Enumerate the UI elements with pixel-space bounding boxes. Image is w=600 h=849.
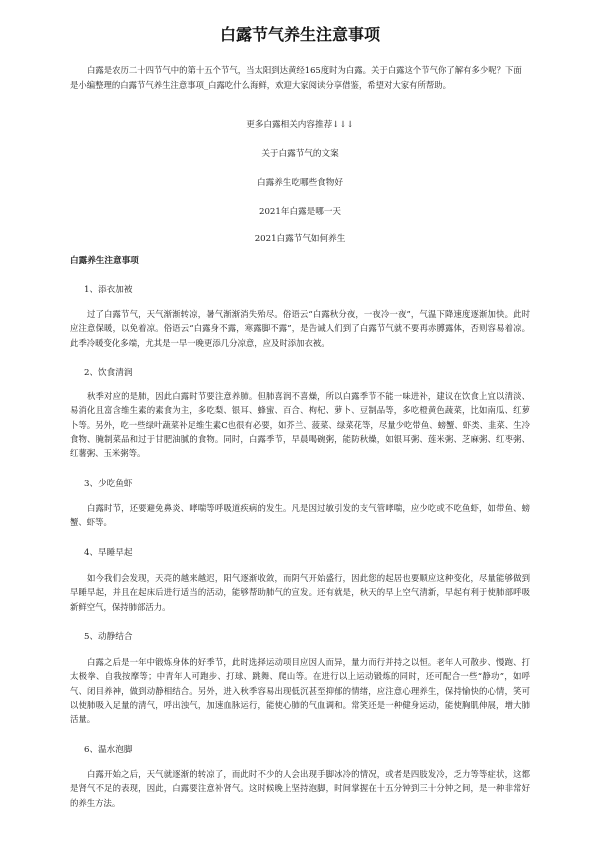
section-paragraph: 白露时节，还要避免鼻炎、哮喘等呼吸道疾病的发生。凡是因过敏引发的支气管哮喘，应少吃或不吃鱼虾，如带鱼、螃蟹、虾等。 [70, 503, 530, 528]
section-title: 1、添衣加被 [84, 285, 133, 295]
section-subheading: 白露养生注意事项 [70, 256, 139, 266]
section-title: 5、动静结合 [84, 632, 133, 642]
related-link[interactable]: 关于白露节气的文案 [261, 149, 339, 159]
more-recommend-heading: 更多白露相关内容推荐↓↓↓ [246, 120, 354, 130]
section-title: 4、早睡早起 [84, 548, 133, 558]
related-link[interactable]: 2021白露节气如何养生 [254, 234, 346, 244]
related-link[interactable]: 白露养生吃哪些食物好 [257, 178, 343, 188]
related-link[interactable]: 2021年白露是哪一天 [258, 207, 342, 217]
intro-paragraph: 白露是农历二十四节气中的第十五个节气，当太阳到达黄经165度时为白露。关于白露这个节气你了解有多少呢？下面是小编整理的白露节气养生注意事项_白露吃什么海鲜，欢迎大家阅读分享借鉴，希望对大家有所帮助。 [70, 65, 522, 90]
section-paragraph: 白露之后是一年中锻炼身体的好季节，此时选择运动项目应因人而异，量力而行并持之以恒。老年人可散步、慢跑、打太极拳、自我按摩等；中青年人可跑步、打球、跳舞、爬山等。在进行以上运动锻炼的同时，还可配合一些“静功”，如呼气、闭目养神，做到动静相结合。另外，进入秋季容易出现低沉甚至抑郁的情绪，应注意心理养生，保持愉快的心情，笑可以使肺吸入足量的清气，呼出浊气，加速血脉运行，能使心肺的气血调和。常笑还是一种健身运动，能使胸肌伸展，增大肺活量。 [70, 657, 530, 725]
section-title: 2、饮食清润 [84, 368, 133, 378]
section-title: 6、温水泡脚 [84, 745, 133, 755]
section-title: 3、少吃鱼虾 [84, 479, 133, 489]
page-title: 白露节气养生注意事项 [219, 25, 380, 44]
section-paragraph: 如今我们会发现，天亮的越来越迟，阳气逐渐收敛，而阴气开始盛行，因此您的起居也要顺应这种变化，尽量能够做到早睡早起，并且在起床后进行适当的活动，能够帮助肺气的宣发。还有就是，秋天的早上空气清新，早起有利于使肺部呼吸新鲜空气，保持肺部活力。 [70, 573, 530, 612]
section-paragraph: 过了白露节气，天气渐渐转凉，暑气渐渐消失殆尽。俗语云“白露秋分夜，一夜冷一夜”，气温下降速度逐渐加快。此时应注意保暖，以免着凉。俗语云“白露身不露，寒露脚不露”，是告诫人们到了白露节气就不要再赤膊露体，否则容易着凉。此季冷暖变化多端，尤其是一早一晚更添几分凉意，应及时添加衣被。 [70, 309, 530, 348]
section-paragraph: 秋季对应的是肺，因此白露时节要注意养肺。但肺喜润不喜燥，所以白露季节不能一味进补，建议在饮食上宜以清淡、易消化且富含维生素的素食为主，多吃梨、银耳、蜂蜜、百合、枸杞、萝卜、豆制品等，多吃橙黄色蔬菜，比如南瓜、红萝卜等。另外，吃一些绿叶蔬菜补足维生素C也很有必要，如芥兰、菠菜、绿菜花等，尽量少吃带鱼、螃蟹、虾类、韭菜、生冷食物、腌制菜品和过于甘肥油腻的食物。同时，白露季节，早晨喝碗粥，能防秋燥，如银耳粥、莲米粥、芝麻粥、红枣粥、红薯粥、玉米粥等。 [70, 391, 530, 459]
section-paragraph: 白露开始之后，天气就逐渐的转凉了，而此时不少的人会出现手脚冰冷的情况，或者是四肢发冷，乏力等等症状，这都是肾气不足的表现，因此，白露要注意补肾气。这时候晚上坚持泡脚，时间掌握在十五分钟到三十分钟之间，是一种非常好的养生方法。 [70, 769, 530, 808]
